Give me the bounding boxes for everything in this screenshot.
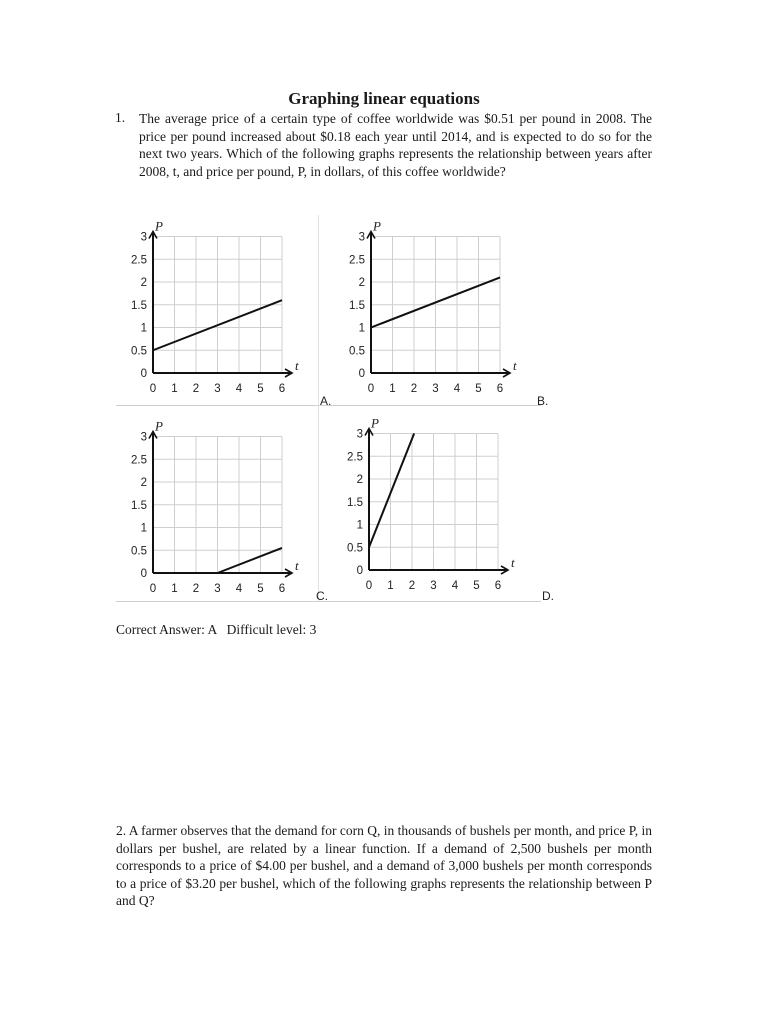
question-1-number: 1.	[115, 110, 126, 125]
chart-b-x-tick-label: 2	[410, 383, 418, 395]
chart-a-x-tick-label: 2	[192, 383, 200, 395]
chart-b-y-tick-label: 1.5	[349, 299, 365, 312]
chart-a-y-tick-label: 2	[140, 277, 147, 289]
chart-a-y-tick-label: 0	[140, 368, 147, 380]
chart-b-x-tick-label: 6	[496, 383, 504, 395]
option-label-b: B.	[537, 394, 549, 408]
chart-d-y-tick-label: 0	[356, 565, 363, 577]
difficulty-level: Difficult level: 3	[226, 622, 317, 637]
chart-b-x-label: t	[513, 358, 517, 373]
chart-c-y-tick-label: 3	[140, 431, 147, 444]
chart-d-y-tick-label: 2	[356, 474, 363, 486]
chart-a-y-tick-label: 0.5	[131, 345, 147, 358]
chart-d-series-line	[369, 434, 414, 548]
chart-option-d	[332, 412, 532, 602]
question-1-text: The average price of a certain type of coffee worldwide was $0.51 per pound in 2008. The price per pound increased about $0.18 each year until 2014, and is expected to do so for the next two years. Which of the following graphs represents the relationship between years after 2008, t, and price per pound, P, in dollars, of this coffee worldwide?	[139, 111, 652, 179]
chart-d-y-tick-label: 0.5	[347, 542, 363, 555]
chart-a-x-tick-label: 3	[214, 383, 221, 395]
chart-d-y-tick-label: 1.5	[347, 496, 363, 509]
chart-c-x-tick-label: 6	[278, 583, 286, 595]
chart-d-x-label: t	[511, 555, 515, 570]
answer-line	[116, 622, 316, 638]
chart-c-y-tick-label: 0.5	[131, 545, 147, 558]
chart-c-x-tick-label: 2	[192, 583, 200, 595]
chart-c-y-tick-label: 2.5	[131, 454, 147, 467]
chart-d-x-tick-label: 6	[494, 580, 502, 592]
chart-option-b	[334, 215, 534, 405]
chart-b-x-tick-label: 5	[475, 383, 482, 395]
option-label-c: C.	[316, 589, 328, 603]
chart-d-x-tick-label: 4	[451, 580, 459, 592]
chart-b-x-tick-label: 4	[453, 383, 461, 395]
chart-a-x-tick-label: 5	[257, 383, 264, 395]
chart-b-y-tick-label: 2.5	[349, 254, 365, 267]
chart-b-y-label: P	[373, 218, 381, 234]
chart-a-y-tick-label: 1.5	[131, 299, 147, 312]
chart-a-x-label: t	[295, 358, 299, 373]
chart-c-y-tick-label: 1.5	[131, 499, 147, 512]
chart-c-svg	[116, 415, 316, 605]
chart-d-x-tick-label: 1	[387, 580, 394, 592]
chart-c-x-tick-label: 3	[214, 583, 221, 595]
chart-a-y-tick-label: 2.5	[131, 254, 147, 267]
chart-c-y-label: P	[155, 418, 163, 434]
chart-option-c	[116, 415, 316, 605]
chart-b-y-tick-label: 1	[358, 322, 365, 335]
chart-d-x-tick-label: 3	[430, 580, 437, 592]
chart-a-x-tick-label: 1	[171, 383, 178, 395]
chart-d-y-tick-label: 3	[356, 428, 363, 441]
chart-b-x-tick-label: 3	[432, 383, 439, 395]
chart-d-x-tick-label: 0	[365, 580, 373, 592]
chart-b-x-tick-label: 1	[389, 383, 396, 395]
chart-b-y-tick-label: 0.5	[349, 345, 365, 358]
chart-c-y-tick-label: 2	[140, 477, 147, 489]
chart-c-x-tick-label: 4	[235, 583, 243, 595]
chart-d-x-tick-label: 5	[473, 580, 480, 592]
chart-c-series-line	[218, 548, 283, 573]
chart-c-x-label: t	[295, 558, 299, 573]
chart-a-y-tick-label: 1	[140, 322, 147, 335]
chart-a-x-tick-label: 6	[278, 383, 286, 395]
chart-d-y-tick-label: 2.5	[347, 451, 363, 464]
chart-a-y-tick-label: 3	[140, 231, 147, 244]
chart-c-y-tick-label: 1	[140, 522, 147, 535]
chart-b-y-tick-label: 0	[358, 368, 365, 380]
chart-c-x-tick-label: 0	[149, 583, 157, 595]
chart-a-svg	[116, 215, 316, 405]
chart-b-y-tick-label: 2	[358, 277, 365, 289]
option-label-a: A.	[320, 394, 332, 408]
chart-c-x-tick-label: 5	[257, 583, 264, 595]
chart-b-x-tick-label: 0	[367, 383, 375, 395]
chart-a-x-tick-label: 4	[235, 383, 243, 395]
chart-b-y-tick-label: 3	[358, 231, 365, 244]
chart-a-x-tick-label: 0	[149, 383, 157, 395]
chart-option-a	[116, 215, 316, 405]
chart-d-x-tick-label: 2	[408, 580, 416, 592]
chart-c-x-tick-label: 1	[171, 583, 178, 595]
option-label-d: D.	[542, 589, 554, 603]
chart-divider-vertical	[318, 215, 319, 601]
chart-a-y-label: P	[155, 218, 163, 234]
document-title: Graphing linear equations	[288, 89, 480, 108]
correct-answer: Correct Answer: A	[116, 622, 217, 637]
chart-b-svg	[334, 215, 534, 405]
question-2-text: 2. A farmer observes that the demand for corn Q, in thousands of bushels per month, and price P, in dollars per bushel, are related by a linear function. If a demand of 2,500 bushels per month corresponds to a price of $4.00 per bushel, and a demand of 3,000 bushels per month corresponds to a price of $3.20 per bushel, which of the following graphs represents the relationship between P and Q?	[116, 823, 652, 909]
chart-c-y-tick-label: 0	[140, 568, 147, 580]
chart-d-svg	[332, 412, 532, 602]
chart-d-y-label: P	[371, 415, 379, 431]
chart-d-y-tick-label: 1	[356, 519, 363, 532]
